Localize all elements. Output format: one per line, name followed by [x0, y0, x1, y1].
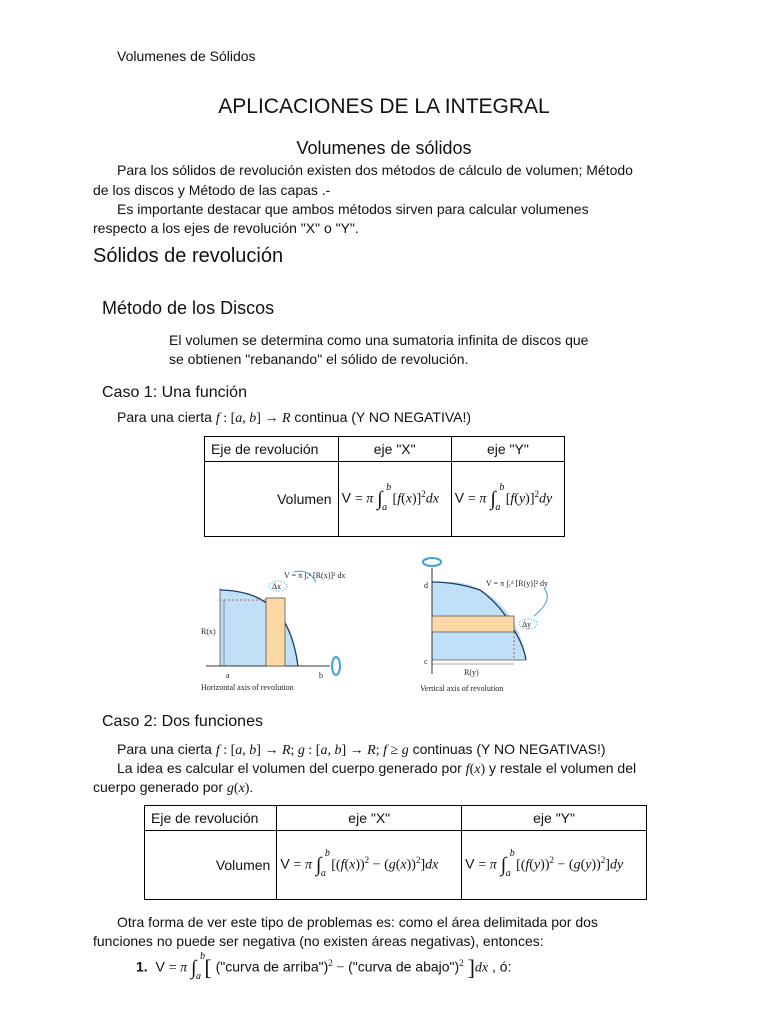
- label-delta: Δx: [272, 582, 282, 591]
- caso1-paragraph: Para una cierta f : [a, b] → R continua (Y NO NEGATIVA!): [117, 409, 472, 426]
- caso2-table: [144, 805, 647, 900]
- caso1-para-suffix: continua (Y NO NEGATIVA!): [294, 409, 472, 425]
- integral-sign: ∫ b a: [315, 848, 330, 879]
- caso1-function-domain: f: [215, 411, 220, 426]
- caso2-paragraph: Para una cierta f : [a, b] → R; g : [a, b] → R; f ≥ g continuas (Y NO NEGATIVAS!): [117, 741, 606, 758]
- intro-p2-line1: Es importante destacar que ambos métodos sirven para calcular volumenes: [117, 201, 589, 217]
- caso2-para-prefix: Para una cierta: [117, 741, 212, 757]
- caso2-col-eje: Eje de revolución: [145, 806, 277, 831]
- intro-p1-line2: de los discos y Método de las capas .-: [93, 182, 331, 198]
- label-delta: Δy: [522, 620, 532, 629]
- disc-rectangle: [432, 616, 514, 632]
- caso2-heading: Caso 2: Dos funciones: [102, 713, 263, 730]
- item1-arriba: ("curva de arriba"): [215, 958, 329, 975]
- integral-sign: ∫ b a: [500, 848, 515, 879]
- caption-vertical: Vertical axis of revolution: [420, 684, 504, 693]
- page-title: APLICACIONES DE LA INTEGRAL: [218, 95, 550, 118]
- otra-line1: Otra forma de ver este tipo de problemas es: como el área delimitada por dos: [117, 914, 598, 930]
- intro-p1-line1: Para los sólidos de revolución existen dos métodos de cálculo de volumen; Método: [117, 162, 633, 178]
- label-radius: R(y): [464, 668, 479, 677]
- item1-number: 1.: [136, 958, 148, 975]
- caption-horizontal: Horizontal axis of revolution: [201, 683, 294, 692]
- caso1-heading: Caso 1: Una función: [102, 384, 247, 401]
- discos-desc-line1: El volumen se determina como una sumatoria infinita de discos que: [169, 332, 589, 348]
- caso1-formula-x: V = π ∫ b a $[f(x)]^2dx$: [338, 462, 451, 537]
- discos-desc-line2: se obtienen "rebanando" el sólido de revolución.: [169, 351, 469, 367]
- label-c: c: [424, 657, 428, 666]
- running-header: Volumenes de Sólidos: [117, 48, 256, 64]
- label-radius: R(x): [201, 627, 216, 636]
- integral-sign: ∫ b a: [377, 482, 392, 513]
- figure-horizontal-axis: [198, 558, 360, 696]
- caso2-idea-line1: La idea es calcular el volumen del cuerpo generado por f(x) y restale el volumen del: [117, 760, 637, 777]
- item1-abajo: ("curva de abajo"): [348, 958, 460, 975]
- caso1-col-eje: Eje de revolución: [205, 437, 339, 462]
- label-d: d: [424, 581, 428, 590]
- idea-prefix: La idea es calcular el volumen del cuerpo generado por: [117, 760, 462, 776]
- formula-arrow: [534, 588, 547, 616]
- figure-vertical-axis: [414, 554, 574, 698]
- idea2-prefix: cuerpo generado por: [93, 779, 223, 795]
- otra-line2: funciones no puede ser negativa (no existen áreas negativas), entonces:: [93, 933, 544, 949]
- caso2-row-volumen: Volumen: [145, 831, 277, 900]
- caso1-para-prefix: Para una cierta: [117, 409, 212, 425]
- section-discos-heading: Método de los Discos: [102, 298, 275, 318]
- intro-p2-line2: respecto a los ejes de revolución "X" o "Y".: [93, 220, 359, 236]
- formula-label: V = π ∫꜀ᵈ [R(y)]² dy: [486, 579, 549, 588]
- formula-label: V = π ∫ₐᵇ [R(x)]² dx: [284, 571, 346, 580]
- disc-rectangle: [266, 598, 285, 666]
- caso2-idea-line2: cuerpo generado por g(x).: [93, 779, 253, 796]
- rotation-arrow-icon: [423, 558, 441, 566]
- page-subtitle: Volumenes de sólidos: [296, 138, 472, 158]
- integral-sign: ∫ b a: [490, 482, 505, 513]
- caso1-col-x: eje "X": [338, 437, 451, 462]
- caso1-formula-y: V = π ∫ b a $[f(y)]^2dy$: [451, 462, 564, 537]
- caso2-para-suffix: continuas (Y NO NEGATIVAS!): [412, 741, 606, 757]
- rotation-arrow-icon: [332, 657, 340, 675]
- idea-suffix: y restale el volumen del: [489, 760, 637, 776]
- label-a: a: [226, 671, 230, 680]
- integral-sign: ∫ b a: [191, 951, 206, 982]
- caso2-formula-x: V = π ∫ b a $[(f(x))^2 - (g(x))^2]dx$: [277, 831, 462, 900]
- caso2-col-y: eje "Y": [462, 806, 647, 831]
- label-b: b: [319, 671, 323, 680]
- caso2-col-x: eje "X": [277, 806, 462, 831]
- caso1-table: [204, 436, 565, 537]
- caso2-formula-y: V = π ∫ b a $[(f(y))^2 - (g(y))^2]dy$: [462, 831, 647, 900]
- item1-tail: , ó:: [492, 958, 512, 975]
- section-solidos-heading: Sólidos de revolución: [93, 245, 284, 267]
- caso1-row-volumen: Volumen: [205, 462, 339, 537]
- item1: 1. V = π ∫ b a [ ("curva de arriba")$^2$ − ("curva de abajo")$^2$ ]dx , ó:: [136, 951, 512, 982]
- region-fill: [220, 590, 298, 666]
- caso1-col-y: eje "Y": [451, 437, 564, 462]
